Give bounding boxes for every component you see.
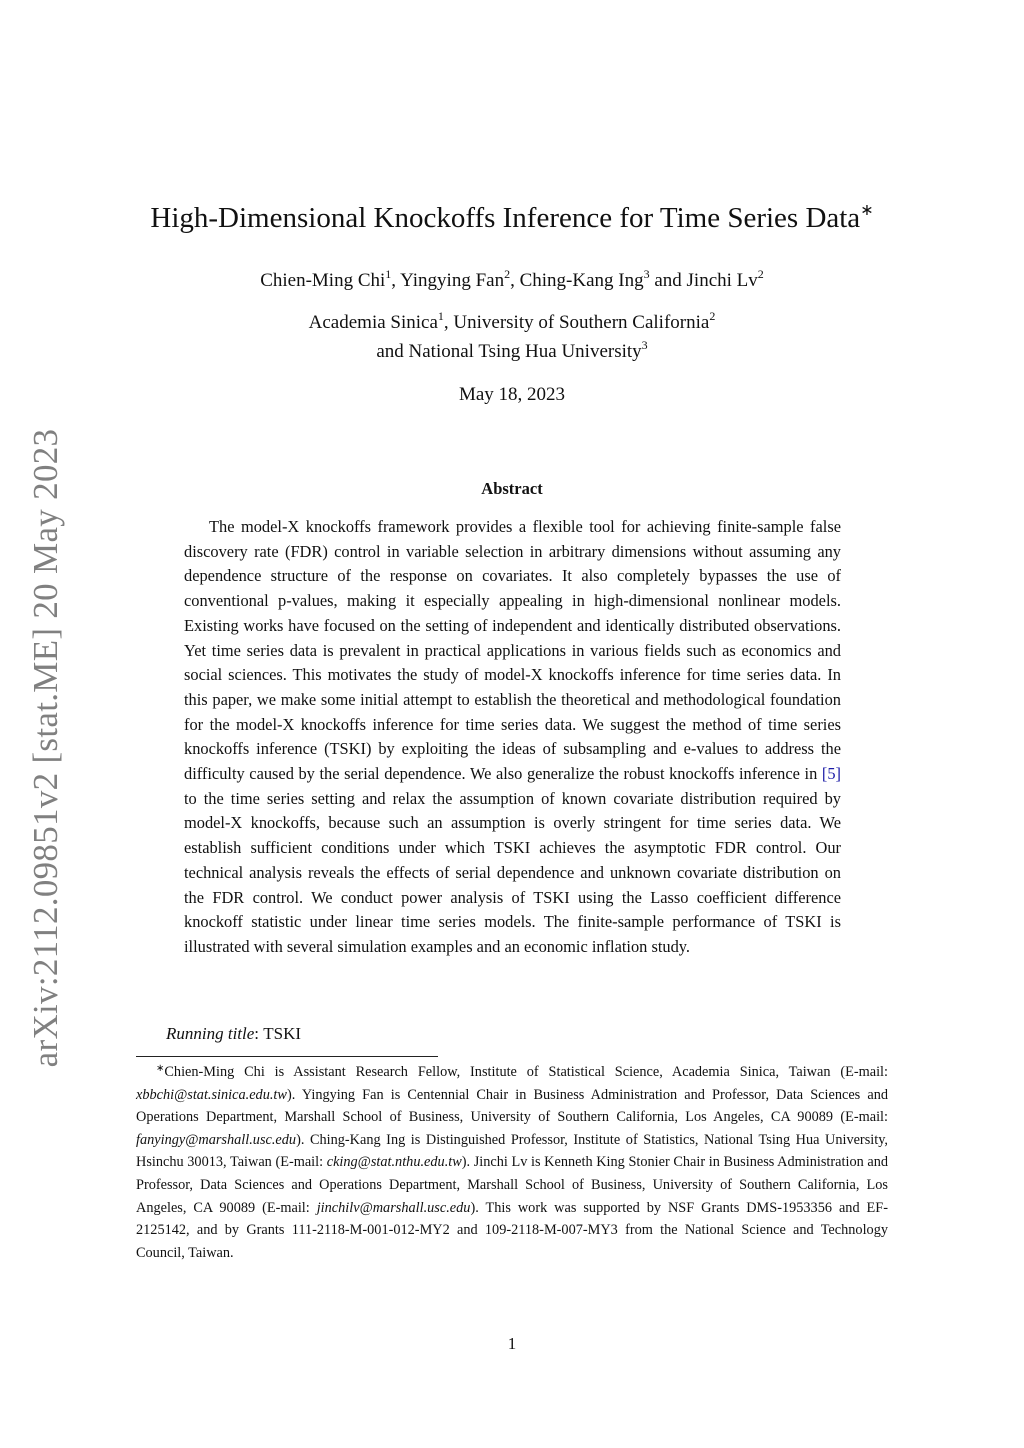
title-footnote	[136, 1061, 888, 1264]
author-name: Jinchi Lv	[686, 270, 758, 291]
affiliations-line-2	[0, 338, 1024, 363]
email-lv: jinchilv@marshall.usc.edu	[316, 1199, 471, 1216]
affiliation-name: and National Tsing Hua University	[376, 341, 642, 362]
author-affiliation-mark: 1	[385, 267, 392, 281]
affiliation-mark: 1	[437, 309, 444, 323]
author-separator: and	[649, 270, 687, 291]
footnote-text: Chien-Ming Chi is Assistant Research Fellow, Institute of Statistical Science, Academia Sinica, Taiwan (E-mail:	[164, 1064, 888, 1080]
affiliation-name: Academia Sinica	[308, 312, 438, 333]
author-affiliation-mark: 2	[757, 267, 764, 281]
affiliations-line-1	[0, 309, 1024, 334]
author-name: Chien-Ming Chi	[260, 270, 386, 291]
footnote-text: ). This work was supported by NSF Grants DMS-1953356 and EF-2125142, and by Grants 111-2118-M-001-012-MY2 and 109-2118-M-007-MY3 from the National Science and Technology Council, Taiwan.	[136, 1199, 888, 1261]
footnote-divider	[136, 1056, 438, 1057]
author-separator: ,	[510, 270, 520, 291]
running-title-label: Running title	[166, 1024, 255, 1043]
email-ing: cking@stat.nthu.edu.tw	[326, 1154, 462, 1171]
author-name: Yingying Fan	[400, 270, 505, 291]
affiliation-separator: ,	[443, 312, 454, 333]
footnote-mark: ∗	[156, 1063, 165, 1074]
author-affiliation-mark: 3	[643, 267, 650, 281]
abstract-body	[184, 515, 841, 960]
citation-link[interactable]: [5]	[821, 764, 841, 784]
running-title-value: TSKI	[263, 1024, 302, 1043]
email-chi: xbbchi@stat.sinica.edu.tw	[136, 1086, 287, 1103]
affiliation-mark: 2	[709, 309, 716, 323]
abstract-heading: Abstract	[481, 479, 543, 498]
paper-date: May 18, 2023	[458, 384, 566, 405]
footnote-text: ). Ching-Kang Ing is Distinguished Professor, Institute of Statistics, National Tsing Hua University, Hsinchu 30013, Taiwan (E-mail:	[136, 1131, 888, 1171]
email-fan: fanyingy@marshall.usc.edu	[136, 1131, 297, 1148]
abstract-text-part-1: The model-X knockoffs framework provides a flexible tool for achieving finite-sample false discovery rate (FDR) control in variable selection in arbitrary dimensions without assuming any dependence structure of the response on covariates. It also completely bypasses the use of conventional p-values, making it especially appealing in high-dimensional nonlinear models. Existing works have focused on the setting of independent and identically distributed observations. Yet time series data is prevalent in practical applications in various fields such as economics and social sciences. This motivates the study of model-X knockoffs inference for time series data. In this paper, we make some initial attempt to establish the theoretical and methodological foundation for the model-X knockoffs inference for time series data. We suggest the method of time series knockoffs inference (TSKI) by exploiting the ideas of subsampling and e-values to address the difficulty caused by the serial dependence. We also generalize the robust knockoffs inference in	[184, 517, 841, 784]
affiliation-mark: 3	[641, 338, 648, 352]
running-title	[166, 1024, 301, 1044]
affiliation-name: University of Southern California	[453, 312, 710, 333]
paper-title	[0, 202, 1024, 235]
title-footnote-mark: ∗	[860, 202, 874, 219]
author-name: Ching-Kang Ing	[519, 270, 644, 291]
paper-title-text: High-Dimensional Knockoffs Inference for Time Series Data	[150, 202, 861, 234]
abstract-text-part-2: to the time series setting and relax the assumption of known covariate distribution required by model-X knockoffs, because such an assumption is overly stringent for time series data. We establish sufficient conditions under which TSKI achieves the asymptotic FDR control. Our technical analysis reveals the effects of serial dependence and unknown covariate distribution on the FDR control. We conduct power analysis of TSKI using the Lasso coefficient difference knockoff statistic under linear time series models. The finite-sample performance of TSKI is illustrated with several simulation examples and an economic inflation study.	[184, 788, 841, 956]
author-list	[0, 267, 1024, 292]
footnote-text: ). Jinchi Lv is Kenneth King Stonier Chair in Business Administration and Professor, Data Sciences and Operations Department, Marshall School of Business, University of Southern California, Los Angeles, CA 90089 (E-mail:	[136, 1154, 889, 1216]
page-number: 1	[507, 1334, 517, 1353]
author-separator: ,	[391, 270, 401, 291]
arxiv-identifier-stamp: arXiv:2112.09851v2 [stat.ME] 20 May 2023	[26, 428, 65, 1068]
author-affiliation-mark: 2	[504, 267, 511, 281]
running-title-separator: :	[254, 1024, 260, 1043]
footnote-text: ). Yingying Fan is Centennial Chair in Business Administration and Professor, Data Sciences and Operations Department, Marshall School of Business, University of Southern California, Los Angeles, CA 90089 (E-mail:	[136, 1086, 888, 1126]
